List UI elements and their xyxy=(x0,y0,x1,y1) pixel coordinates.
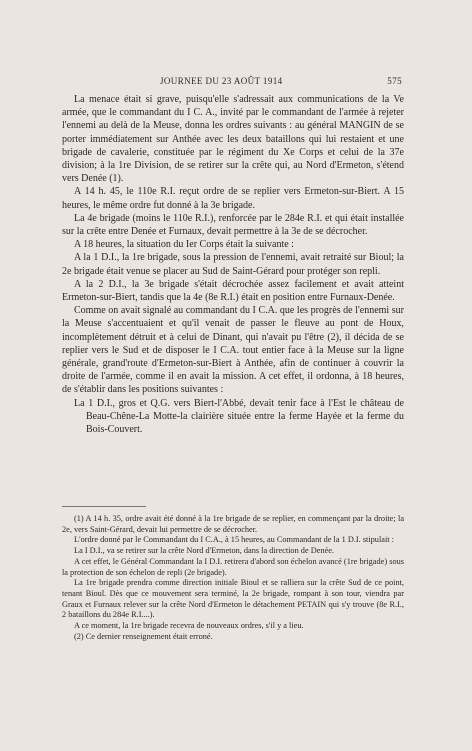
paragraph: La 4e brigade (moins le 110e R.I.), renforcée par le 284e R.I. et qui était installée sur la crête entre Denée et Furnaux, devait permettre à la 3e de se décrocher. xyxy=(62,212,404,238)
main-text xyxy=(62,93,404,436)
footnote: La 1re brigade prendra comme direction initiale Bioul et se ralliera sur la crête Sud de ce point, tenant Bioul. Dès que ce mouvement sera terminé, la 2e brigade, rompant à son tour, viendra par Graux et Furnaux relever sur la crête Nord d'Ermeton le détachement PETAIN qui s'y trouve (8e R.I., 2 bataillons du 284e R.I....). xyxy=(62,578,404,620)
paragraph: A la 1 D.I., la 1re brigade, sous la pression de l'ennemi, avait retraité sur Bioul; la 2e brigade était venue se placer au Sud de Saint-Gérard pour protéger son repli. xyxy=(62,252,404,277)
paragraph: La 1 D.I., gros et Q.G. vers Biert-l'Abbé, devait tenir face à l'Est le château de Beau-Chêne-La Motte-la clairière située entre la ferme Hayée et la ferme du Bois-Couvert. xyxy=(74,397,404,436)
paragraph: La menace était si grave, puisqu'elle s'adressait aux communications de la Ve armée, que le commandant du I C. A., invité par le commandant de l'armée à rejeter l'ennemi au delà de la Meuse, donna les ordres suivants : au général MANGIN de se porter immédiatement sur Anthée avec les deux bataillons qui lui restaient et une brigade de cavalerie, constituée par le régiment du Xe Corps et celui de la 37e division; à la 1re Division, de se retirer sur la crête qui, au Nord d'Ermeton, s'étend vers Denée (1). xyxy=(62,94,404,185)
running-header xyxy=(62,76,402,86)
paragraph: A 14 h. 45, le 110e R.I. reçut ordre de se replier vers Ermeton-sur-Biert. A 15 heures, le même ordre fut donné à la 3e brigade. xyxy=(62,186,404,211)
footnote: L'ordre donné par le Commandant du I C.A., à 15 heures, au Commandant de la 1 D.I. stipulait : xyxy=(74,535,394,545)
footnotes xyxy=(62,514,404,642)
paragraph: Comme on avait signalé au commandant du I C.A. que les progrès de l'ennemi sur la Meuse s'accentuaient et qu'il venait de passer le fleuve au pont de Houx, incomplètement détruit et à celui de Dinant, qui n'avait pu l'être (2), il décida de se replier vers le Sud et de disposer le I C.A. tout entier face à la Meuse sur la ligne générale, grand'route d'Ermeton-sur-Biert à Anthée, afin de continuer à couvrir la droite de l'armée, comme il en avait la mission. A cet effet, il ordonna, à 18 heures, de s'établir dans les positions suivantes : xyxy=(62,305,404,396)
footnote-separator xyxy=(62,506,146,507)
running-title: JOURNEE DU 23 AOÛT 1914 xyxy=(160,76,283,86)
footnote: (2) Ce dernier renseignement était erroné. xyxy=(74,631,213,641)
paragraph: A 18 heures, la situation du Ier Corps était la suivante : xyxy=(74,239,294,251)
paragraph: A la 2 D.I., la 3e brigade s'était décrochée assez facilement et avait atteint Ermeton-sur-Biert, tandis que la 4e (8e R.I.) était en position entre Furnaux-Denée. xyxy=(62,278,404,304)
footnote: (1) A 14 h. 35, ordre avait été donné à la 1re brigade de se replier, en commençant par la droite; la 2e, vers Saint-Gérard, devait lui permettre de se décrocher. xyxy=(62,514,404,534)
footnote: La I D.I., va se retirer sur la crête Nord d'Ermeton, dans la direction de Denée. xyxy=(74,546,334,556)
page-number: 575 xyxy=(387,76,402,86)
footnote: A ce moment, la 1re brigade recevra de nouveaux ordres, s'il y a lieu. xyxy=(74,621,304,631)
footnote: A cet effet, le Général Commandant la I D.I. retirera d'abord son échelon avancé (1re brigade) sous la protection de son échelon de repli (2e brigade). xyxy=(62,556,404,577)
